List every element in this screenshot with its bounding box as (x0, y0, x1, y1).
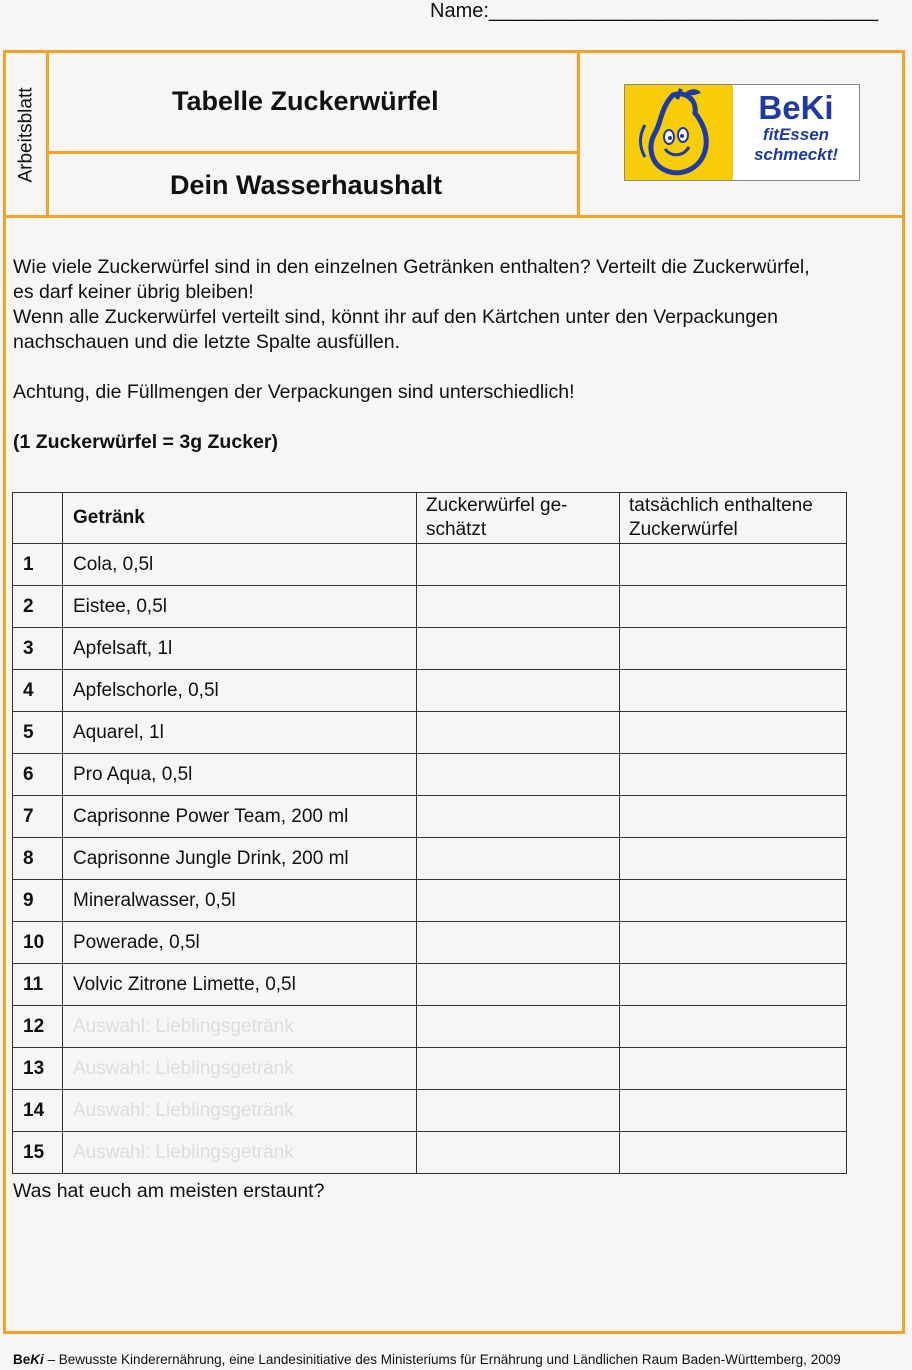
logo-divider (577, 50, 580, 218)
row-drink: Apfelschorle, 0,5l (63, 670, 417, 712)
footer-divider (3, 1331, 905, 1334)
table-row (13, 670, 847, 712)
estimated-cell[interactable] (417, 880, 620, 922)
row-drink: Caprisonne Power Team, 200 ml (63, 796, 417, 838)
header-estimated-line-1: Zuckerwürfel ge- (426, 495, 568, 516)
row-drink-faded: Auswahl: Lieblingsgetränk (63, 1132, 417, 1174)
row-number: 13 (13, 1048, 63, 1090)
table-row (13, 628, 847, 670)
actual-cell[interactable] (620, 1132, 847, 1174)
table-row (13, 544, 847, 586)
row-drink: Apfelsaft, 1l (63, 628, 417, 670)
row-drink: Eistee, 0,5l (63, 586, 417, 628)
actual-cell[interactable] (620, 1090, 847, 1132)
header-divider (3, 215, 905, 218)
header-actual-line-2: Zuckerwürfel (629, 519, 738, 540)
logo-tagline-1: fitEssen (762, 125, 830, 144)
actual-cell[interactable] (620, 544, 847, 586)
actual-cell[interactable] (620, 1048, 847, 1090)
actual-cell[interactable] (620, 670, 847, 712)
row-drink: Mineralwasser, 0,5l (63, 880, 417, 922)
estimated-cell[interactable] (417, 796, 620, 838)
header-number (13, 493, 63, 544)
row-number: 2 (13, 586, 63, 628)
row-number: 1 (13, 544, 63, 586)
actual-cell[interactable] (620, 712, 847, 754)
header-estimated-line-2: schätzt (426, 519, 487, 540)
pear-mascot-icon (625, 85, 733, 180)
row-drink: Cola, 0,5l (63, 544, 417, 586)
footer-brand-be: Be (13, 1352, 31, 1367)
table-row (13, 964, 847, 1006)
actual-cell[interactable] (620, 880, 847, 922)
row-drink: Pro Aqua, 0,5l (63, 754, 417, 796)
row-drink-faded: Auswahl: Lieblingsgetränk (63, 1048, 417, 1090)
side-label (6, 60, 48, 210)
estimated-cell[interactable] (417, 1006, 620, 1048)
actual-cell[interactable] (620, 796, 847, 838)
row-number: 5 (13, 712, 63, 754)
footer-brand-ki: Ki (30, 1352, 44, 1367)
estimated-cell[interactable] (417, 586, 620, 628)
intro-line-4: nachschauen und die letzte Spalte ausfüllen. (13, 331, 401, 353)
actual-cell[interactable] (620, 628, 847, 670)
estimated-cell[interactable] (417, 670, 620, 712)
row-number: 6 (13, 754, 63, 796)
table-row (13, 796, 847, 838)
estimated-cell[interactable] (417, 964, 620, 1006)
row-number: 7 (13, 796, 63, 838)
row-number: 15 (13, 1132, 63, 1174)
header-actual (620, 493, 847, 544)
estimated-cell[interactable] (417, 1090, 620, 1132)
estimated-cell[interactable] (417, 754, 620, 796)
row-number: 14 (13, 1090, 63, 1132)
sugar-note: (1 Zuckerwürfel = 3g Zucker) (13, 431, 278, 453)
table-row (13, 838, 847, 880)
estimated-cell[interactable] (417, 838, 620, 880)
logo-background (625, 85, 733, 180)
estimated-cell[interactable] (417, 628, 620, 670)
actual-cell[interactable] (620, 922, 847, 964)
estimated-cell[interactable] (417, 1048, 620, 1090)
row-number: 3 (13, 628, 63, 670)
header-estimated (417, 493, 620, 544)
table-row (13, 922, 847, 964)
row-number: 11 (13, 964, 63, 1006)
side-label-text: Arbeitsblatt (16, 87, 38, 183)
row-number: 8 (13, 838, 63, 880)
beki-logo (624, 84, 860, 181)
name-field-label: Name:___________________________________ (430, 0, 879, 22)
table-row (13, 1090, 847, 1132)
logo-tagline-2: schmeckt! (753, 145, 839, 164)
table-header-row (13, 493, 847, 544)
row-drink: Powerade, 0,5l (63, 922, 417, 964)
title-divider (48, 151, 580, 154)
reflection-question: Was hat euch am meisten erstaunt? (13, 1180, 325, 1202)
actual-cell[interactable] (620, 1006, 847, 1048)
estimated-cell[interactable] (417, 1132, 620, 1174)
row-drink-faded: Auswahl: Lieblingsgetränk (63, 1090, 417, 1132)
footer (13, 1352, 841, 1367)
footer-text: – Bewusste Kinderernährung, eine Landesinitiative des Ministeriums für Ernährung und Ländlichen Raum Baden-Württemberg, 2009 (43, 1352, 841, 1367)
logo-brand: BeKi (758, 89, 834, 126)
row-drink: Volvic Zitrone Limette, 0,5l (63, 964, 417, 1006)
table-row (13, 1132, 847, 1174)
table-row (13, 712, 847, 754)
warning-text: Achtung, die Füllmengen der Verpackungen sind unterschiedlich! (13, 381, 575, 403)
header-drink: Getränk (63, 493, 417, 544)
row-drink: Aquarel, 1l (63, 712, 417, 754)
header-actual-line-1: tatsächlich enthaltene (629, 495, 813, 516)
table-row (13, 754, 847, 796)
estimated-cell[interactable] (417, 922, 620, 964)
actual-cell[interactable] (620, 964, 847, 1006)
row-drink: Caprisonne Jungle Drink, 200 ml (63, 838, 417, 880)
page-subtitle: Dein Wasserhaushalt (170, 170, 443, 200)
table-row (13, 880, 847, 922)
actual-cell[interactable] (620, 754, 847, 796)
row-number: 10 (13, 922, 63, 964)
row-number: 9 (13, 880, 63, 922)
actual-cell[interactable] (620, 838, 847, 880)
table-row (13, 1006, 847, 1048)
intro-line-1: Wie viele Zuckerwürfel sind in den einzelnen Getränken enthalten? Verteilt die Zuckerwürfel, (13, 256, 810, 278)
table-row (13, 1048, 847, 1090)
row-number: 12 (13, 1006, 63, 1048)
logo-text (735, 91, 857, 165)
row-number: 4 (13, 670, 63, 712)
intro-line-3: Wenn alle Zuckerwürfel verteilt sind, könnt ihr auf den Kärtchen unter den Verpackungen (13, 306, 778, 328)
row-drink-faded: Auswahl: Lieblingsgetränk (63, 1006, 417, 1048)
intro-line-2: es darf keiner übrig bleiben! (13, 281, 254, 303)
actual-cell[interactable] (620, 586, 847, 628)
drinks-table (12, 492, 847, 1174)
estimated-cell[interactable] (417, 544, 620, 586)
page-title: Tabelle Zuckerwürfel (172, 86, 439, 116)
estimated-cell[interactable] (417, 712, 620, 754)
table-row (13, 586, 847, 628)
